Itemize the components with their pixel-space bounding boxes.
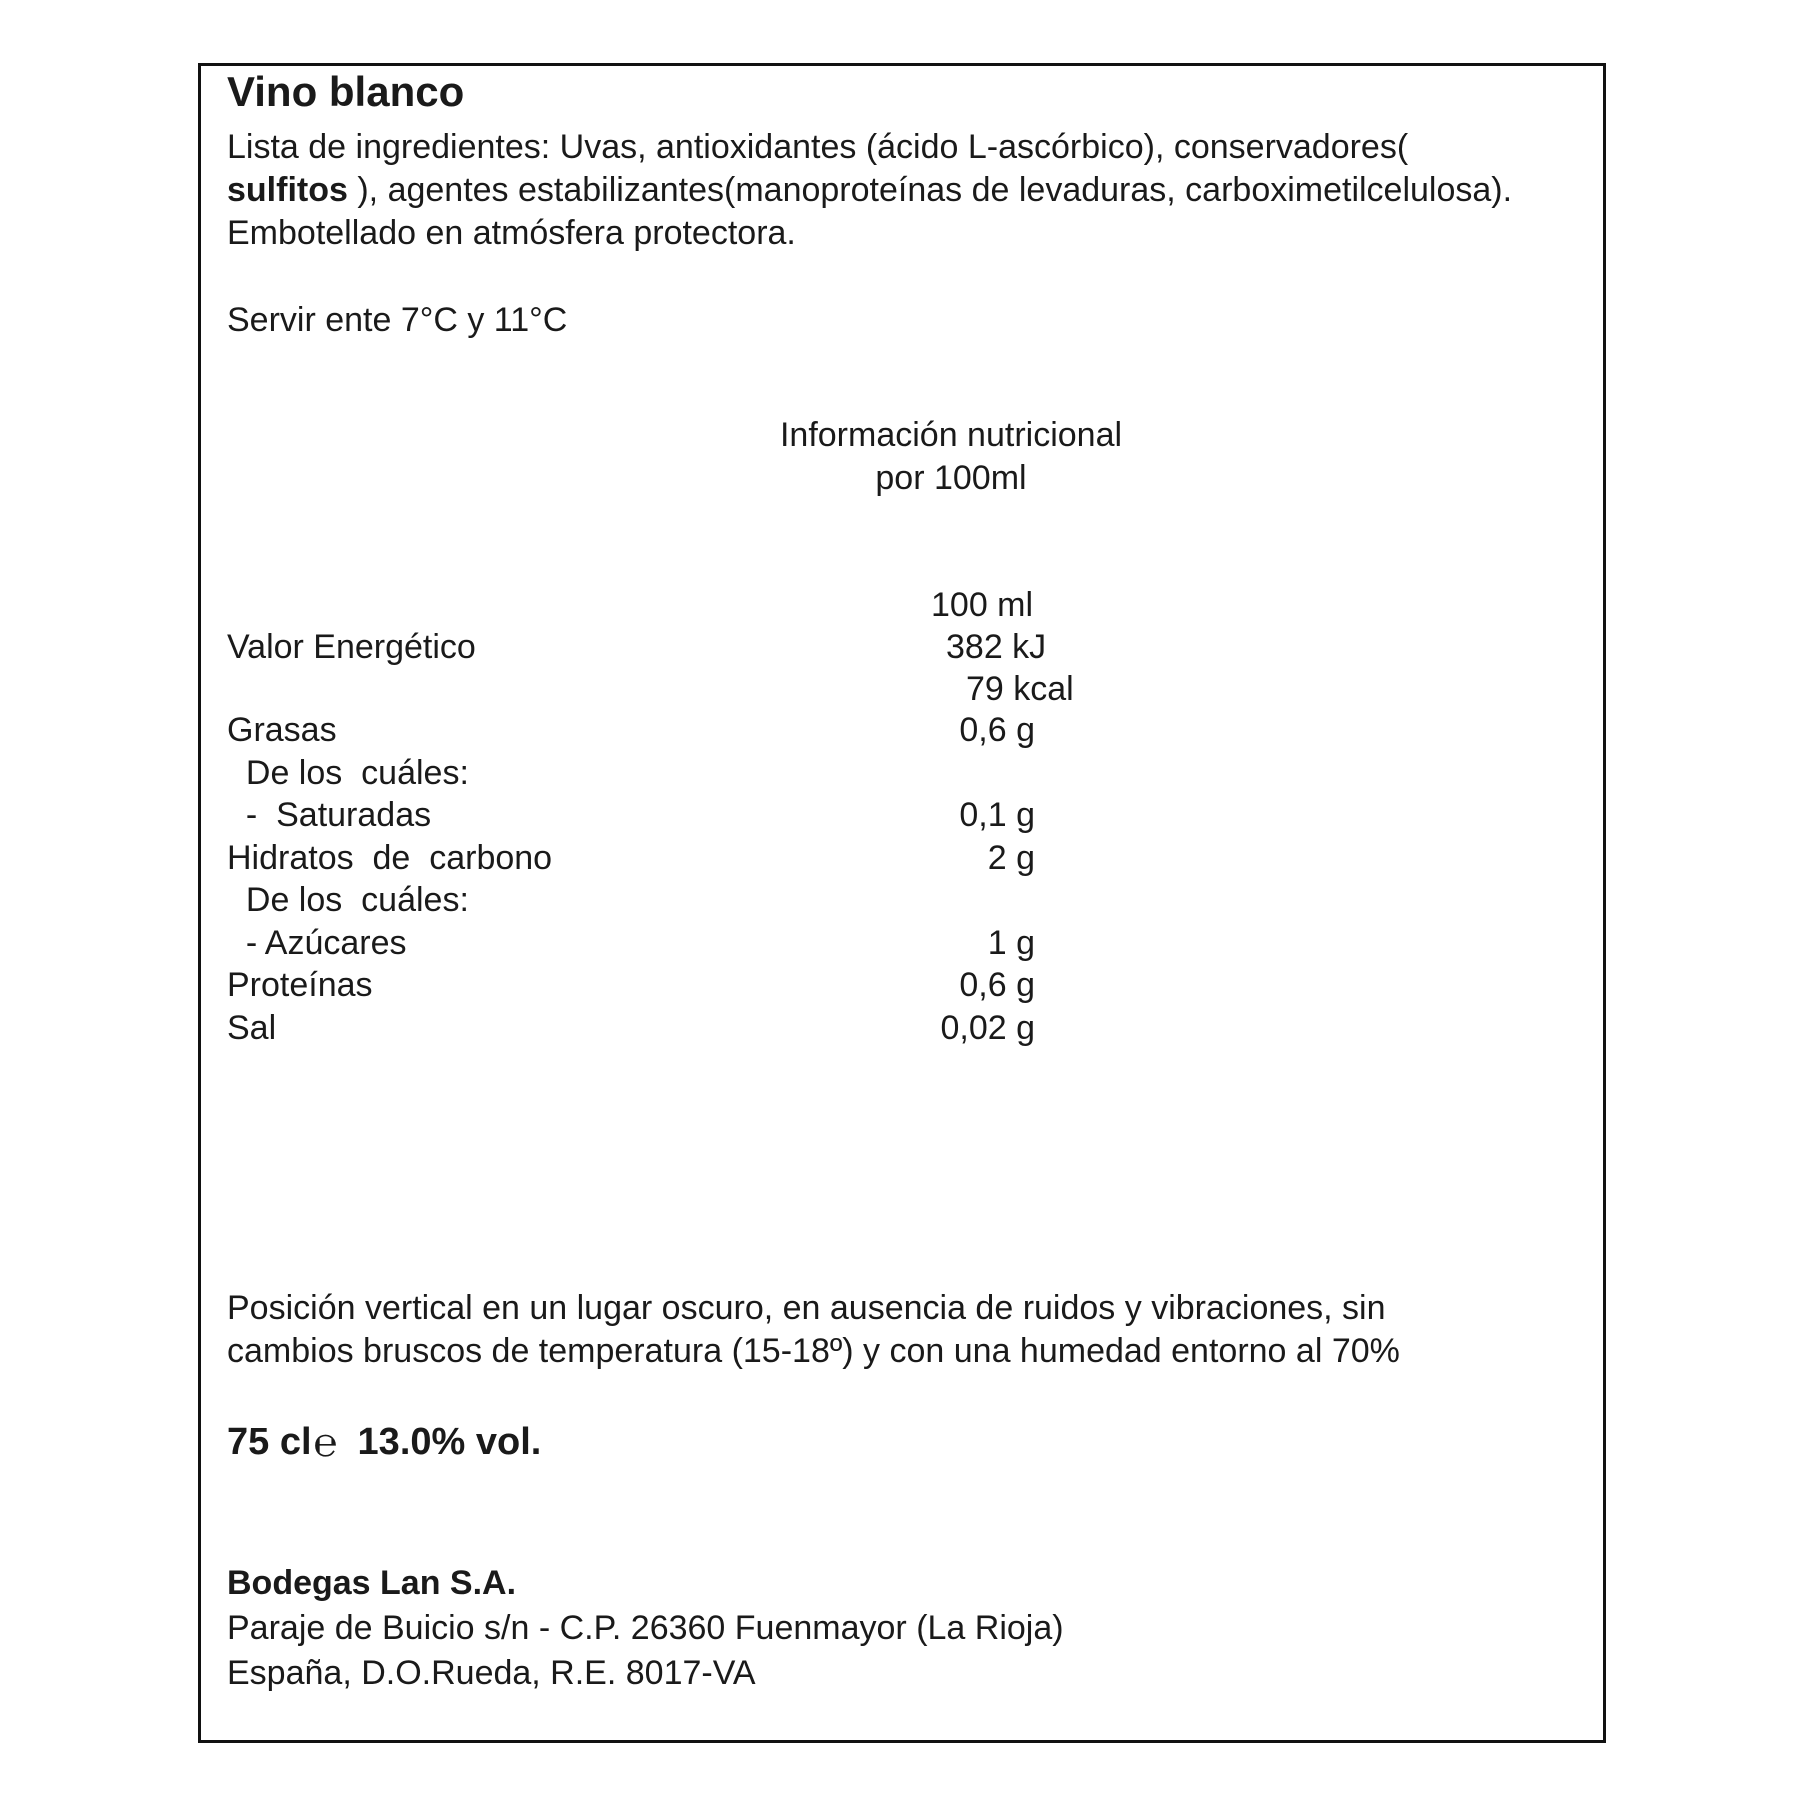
nutrition-row <box>227 754 1035 796</box>
volume: 75 cl <box>227 1421 312 1463</box>
nutrition-row <box>227 711 1035 753</box>
nutrient-value: 0,6 g <box>959 711 1035 749</box>
nutrition-column-header: 100 ml <box>931 586 1034 624</box>
allergen-sulfitos: sulfitos <box>227 171 348 209</box>
nutrient-label: Hidratos de carbono <box>227 838 553 877</box>
alcohol-by-volume: 13.0% vol. <box>357 1421 542 1463</box>
nutrition-row <box>227 924 1035 966</box>
estimated-sign-icon: ℮ <box>313 1421 338 1465</box>
energy-kj: 382 kJ <box>946 628 1047 666</box>
product-title: Vino blanco <box>227 68 465 115</box>
nutrient-label: - Saturadas <box>227 796 432 834</box>
producer-address: Paraje de Buicio s/n - C.P. 26360 Fuenmayor (La Rioja) <box>227 1609 1064 1647</box>
energy-label: Valor Energético <box>227 628 476 666</box>
volume-abv-line <box>227 1421 541 1466</box>
nutrient-value: 0,1 g <box>959 796 1035 834</box>
nutrient-label: Sal <box>227 1008 277 1047</box>
nutrition-row <box>227 966 1035 1008</box>
nutrition-row <box>227 839 1035 881</box>
nutrient-value: 0,6 g <box>959 966 1035 1004</box>
product-label <box>198 63 1606 1743</box>
nutrition-row <box>227 881 1035 923</box>
nutrient-value: 1 g <box>987 923 1035 962</box>
storage-line-2: cambios bruscos de temperatura (15-18º) y con una humedad entorno al 70% <box>227 1332 1400 1370</box>
energy-kcal: 79 kcal <box>966 670 1074 708</box>
nutrient-value: 0,02 g <box>940 1008 1035 1047</box>
producer-registry: España, D.O.Rueda, R.E. 8017-VA <box>227 1654 756 1692</box>
nutrition-heading-line2: por 100ml <box>875 459 1027 497</box>
nutrient-label: - Azúcares <box>227 923 407 962</box>
ingredients-list <box>227 126 1557 255</box>
nutrient-label: Proteínas <box>227 966 373 1004</box>
nutrient-value: 2 g <box>987 838 1035 877</box>
nutrition-heading-line1: Información nutricional <box>779 416 1123 454</box>
storage-line-1: Posición vertical en un lugar oscuro, en ausencia de ruidos y vibraciones, sin <box>227 1289 1386 1327</box>
nutrient-label: Grasas <box>227 711 337 749</box>
serving-temperature: Servir ente 7°C y 11°C <box>227 301 568 339</box>
nutrient-label: De los cuáles: <box>227 753 469 792</box>
producer-name: Bodegas Lan S.A. <box>227 1564 517 1602</box>
nutrient-label: De los cuáles: <box>227 881 469 919</box>
nutrition-row <box>227 796 1035 838</box>
ingredients-text-1: Lista de ingredientes: Uvas, antioxidantes (ácido L-ascórbico), conservadores( <box>227 128 1409 166</box>
nutrition-row <box>227 1009 1035 1051</box>
ingredients-text-2: ), agentes estabilizantes(manoproteínas de levaduras, carboximetilcelulosa). Embotellado en atmósfera protectora. <box>227 171 1513 252</box>
